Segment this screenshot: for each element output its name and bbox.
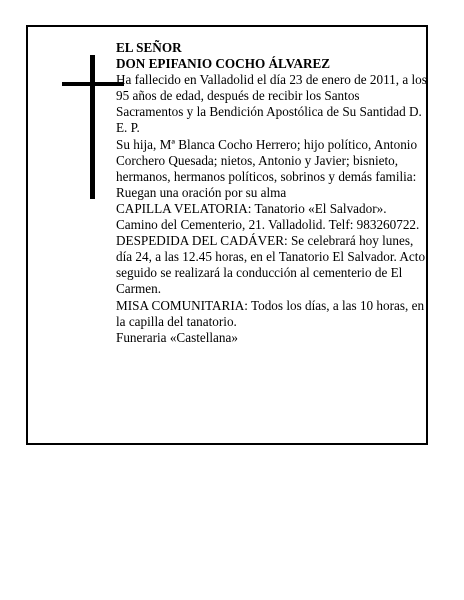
- prayer-request: Ruegan una oración por su alma: [116, 184, 287, 200]
- cross-icon: [62, 55, 124, 199]
- deceased-title: EL SEÑOR: [116, 40, 182, 55]
- deceased-name: DON EPIFANIO COCHO ÁLVAREZ: [116, 56, 331, 72]
- cross-vertical-bar: [90, 55, 95, 199]
- cross-horizontal-bar: [62, 82, 124, 86]
- funeral-home: Funeraria «Castellana»: [116, 329, 238, 345]
- farewell-info: DESPEDIDA DEL CADÁVER: Se celebrará hoy lunes, día 24, a las 12.45 horas, en el Tanatorio El Salvador. Acto seguido se realizará la conducción al cementerio de El Carmen.: [116, 233, 426, 297]
- obituary-notice: [26, 25, 428, 445]
- wake-chapel-info: CAPILLA VELATORIA: Tanatorio «El Salvador». Camino del Cementerio, 21. Valladolid. Telf: 983260722.: [116, 200, 420, 233]
- death-announcement: Ha fallecido en Valladolid el día 23 de enero de 2011, a los 95 años de edad, después de recibir los Santos Sacramentos y la Bendición Apostólica de Su Santidad D. E. P.: [116, 72, 427, 136]
- notice-text-block: [116, 40, 428, 346]
- community-mass-info: MISA COMUNITARIA: Todos los días, a las 10 horas, en la capilla del tanatorio.: [116, 297, 425, 329]
- family-list: Su hija, Mª Blanca Cocho Herrero; hijo político, Antonio Corchero Quesada; nietos, Antonio y Javier; bisnieto, hermanos, hermanos políticos, sobrinos y demás familia:: [116, 136, 418, 184]
